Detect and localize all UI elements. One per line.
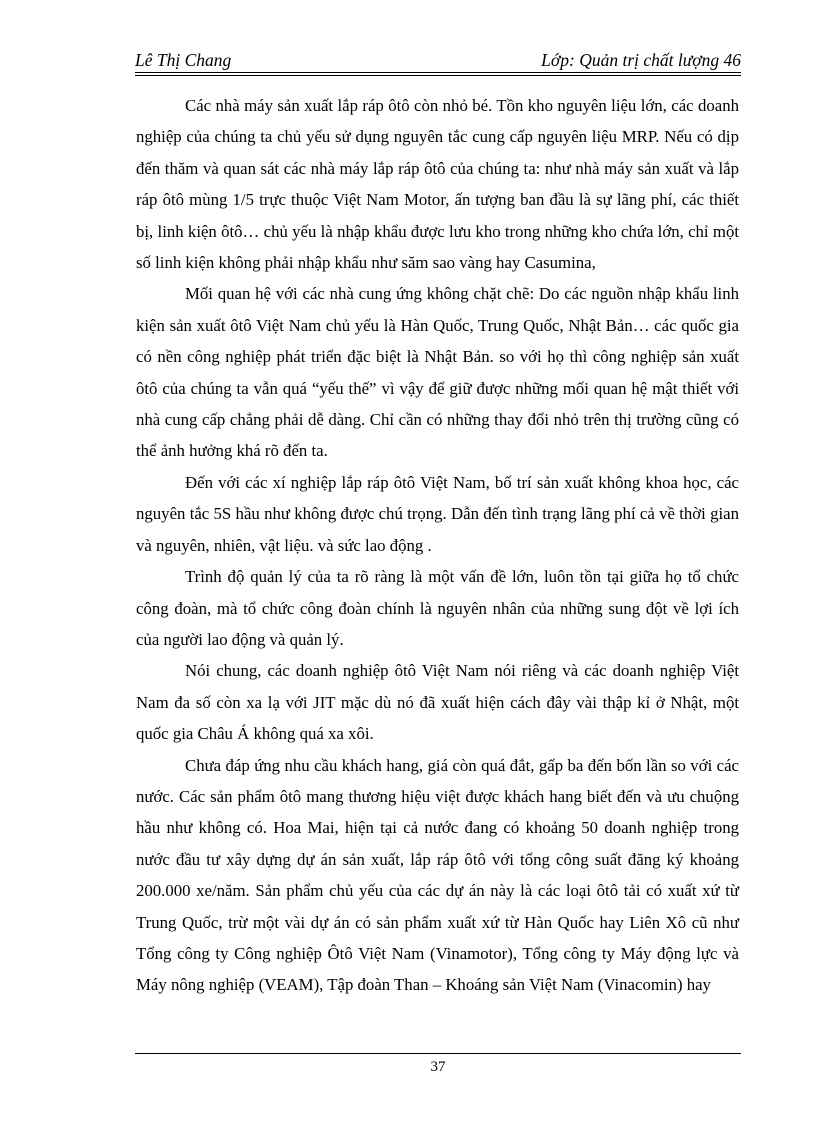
header-author: Lê Thị Chang <box>135 50 232 70</box>
header-class: Lớp: Quản trị chất lượng 46 <box>541 50 741 70</box>
paragraph-customer-demand: Chưa đáp ứng nhu cầu khách hang, giá còn quá đắt, gấp ba đến bốn lần so với các nước. Các sản phẩm ôtô mang thương hiệu việt được khách hang biết đến và ưu chuộng hầu như không có. Hoa Mai, hiện tại cả nước đang có khoảng 50 doanh nghiệp trong nước đầu tư xây dựng dự án sản xuất, lắp ráp ôtô với tổng công suất đăng ký khoảng 200.000 xe/năm. Sản phẩm chủ yếu của các dự án này là các loại ôtô tải có xuất xứ từ Trung Quốc, trừ một vài dự án có sản phẩm xuất xứ từ Hàn Quốc hay Liên Xô cũ như Tổng công ty Công nghiệp Ôtô Việt Nam (Vinamotor), Tổng công ty Máy động lực và Máy nông nghiệp (VEAM), Tập đoàn Than – Khoáng sản Việt Nam (Vinacomin) hay <box>136 755 739 995</box>
paragraph-assembly-plants: Các nhà máy sản xuất lắp ráp ôtô còn nhỏ bé. Tồn kho nguyên liệu lớn, các doanh nghiệp của chúng ta chủ yếu sử dụng nguyên tắc cung cấp nguyên liệu MRP. Nếu có dịp đến thăm và quan sát các nhà máy lắp ráp ôtô của chúng ta: như nhà máy sản xuất và lắp ráp ôtô mùng 1/5 trực thuộc Việt Nam Motor, ấn tượng ban đầu là sự lãng phí, các thiết bị, linh kiện ôtô… chủ yếu là nhập khẩu được lưu kho trong những kho chứa lớn, chỉ một số linh kiện không phải nhập khẩu như săm sao vàng hay Casumina, <box>136 96 739 273</box>
document-body <box>136 90 739 1001</box>
paragraph-management: Trình độ quản lý của ta rõ ràng là một vấn đề lớn, luôn tồn tại giữa họ tổ chức công đoàn, mà tổ chức công đoàn chính là nguyên nhân của những sung đột về lợi ích của người lao động và quản lý. <box>136 567 739 649</box>
page-header <box>135 48 741 73</box>
paragraph-jit: Nói chung, các doanh nghiệp ôtô Việt Nam nói riêng và các doanh nghiệp Việt Nam đa số còn xa lạ với JIT mặc dù nó đã xuất hiện cách đây vài thập kỉ ở Nhật, một quốc gia Châu Á không quá xa xôi. <box>136 661 739 744</box>
page-footer <box>135 1053 741 1077</box>
paragraph-layout-5s: Đến với các xí nghiệp lắp ráp ôtô Việt Nam, bố trí sản xuất không khoa học, các nguyên tắc 5S hầu như không được chú trọng. Dẫn đến tình trạng lãng phí cả về thời gian và nguyên, nhiên, vật liệu. và sức lao động . <box>136 472 739 555</box>
header-rule <box>135 75 741 76</box>
page-number: 37 <box>430 1059 446 1075</box>
paragraph-supplier-relations: Mối quan hệ với các nhà cung ứng không chặt chẽ: Do các nguồn nhập khẩu linh kiện sản xuất ôtô Việt Nam chủ yếu là Hàn Quốc, Trung Quốc, Nhật Bản… các quốc gia có nền công nghiệp phát triển đặc biệt là Nhật Bản. so với họ thì công nghiệp sản xuất ôtô của chúng ta vẫn quá “yếu thế” vì vậy để giữ được những mối quan hệ mật thiết với nhà cung cấp chẳng phải dễ dàng. Chỉ cần có những thay đổi nhỏ trên thị trường cũng có thể ảnh hưởng khá rõ đến ta. <box>136 284 739 461</box>
